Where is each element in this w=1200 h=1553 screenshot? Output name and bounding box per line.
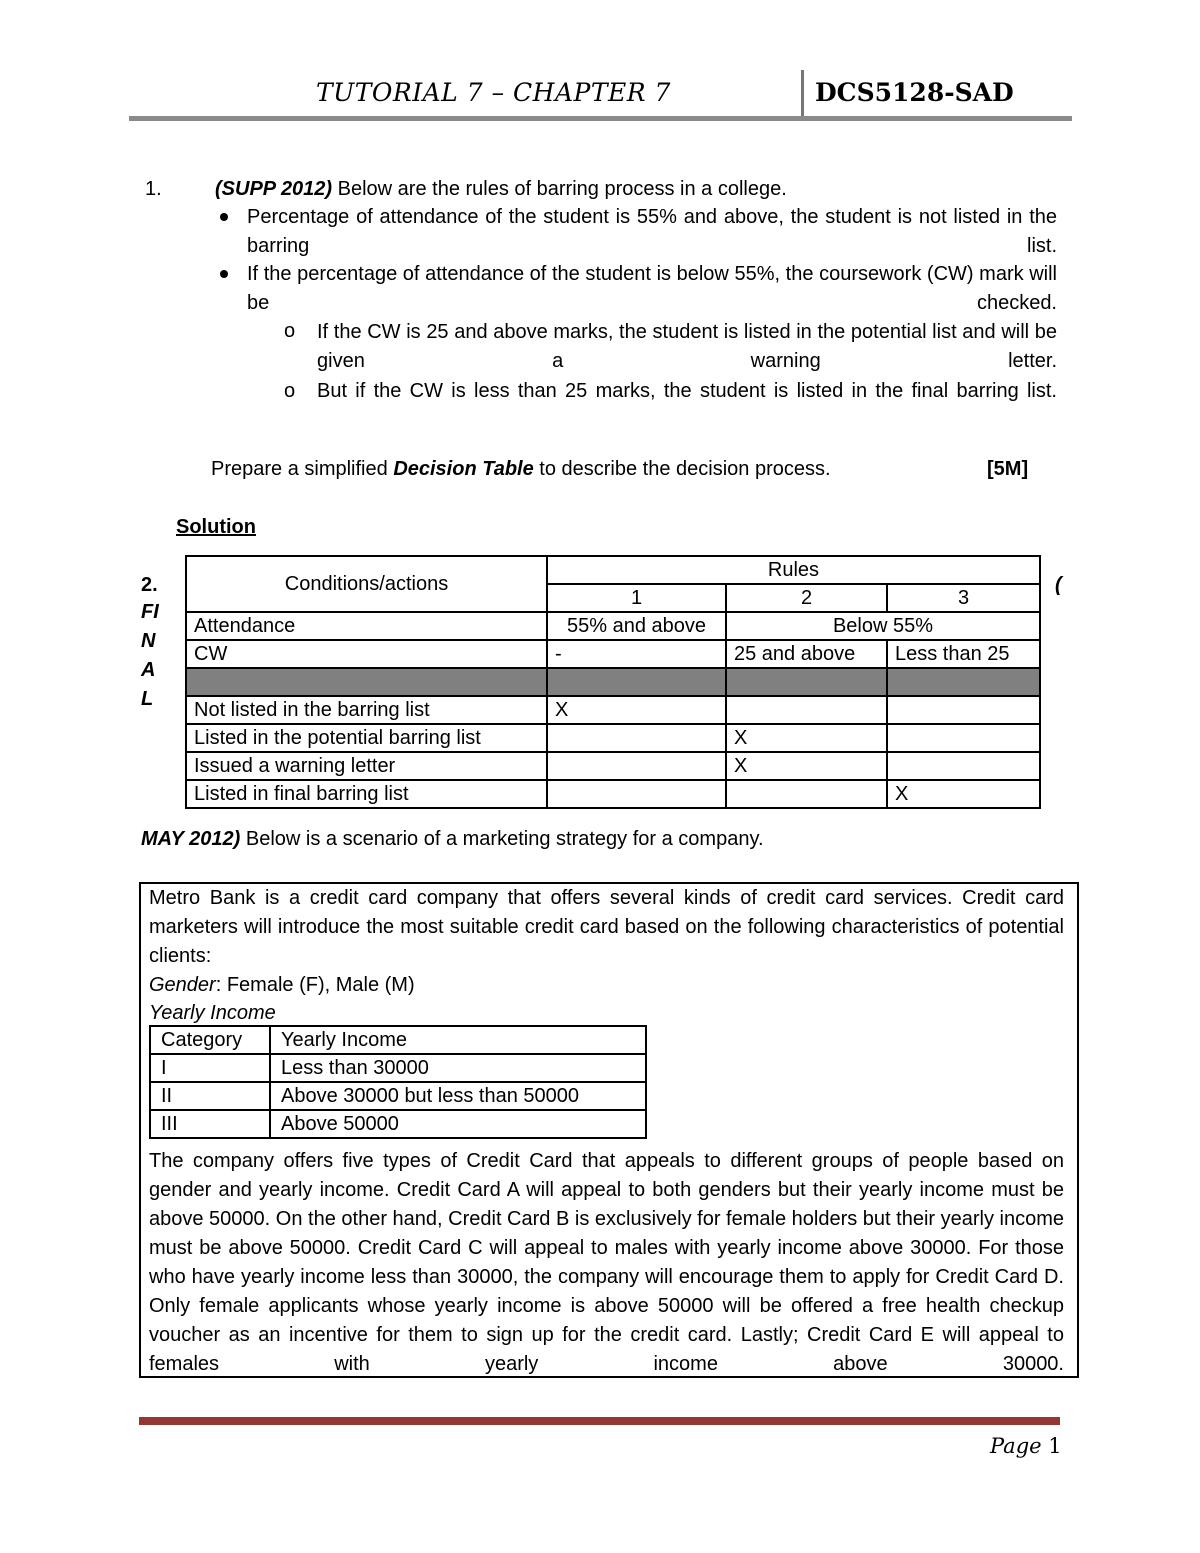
table-cell: II xyxy=(150,1082,270,1110)
final-letter: FI xyxy=(141,601,159,623)
table-row xyxy=(186,780,1040,808)
page-number xyxy=(990,1434,1062,1458)
table-cell xyxy=(547,724,726,752)
condition-label: Attendance xyxy=(186,612,547,640)
table-cell xyxy=(547,780,726,808)
table-cell: Above 30000 but less than 50000 xyxy=(270,1082,646,1110)
final-letters xyxy=(141,598,159,714)
table-cell: - xyxy=(547,640,726,668)
solution-heading: Solution xyxy=(176,516,256,538)
table-cell xyxy=(887,752,1040,780)
column-header: Yearly Income xyxy=(270,1026,646,1054)
table-cell: Above 50000 xyxy=(270,1110,646,1138)
rule-sub-bullet-2: But if the CW is less than 25 marks, the student is listed in the final barring list. xyxy=(317,380,1057,402)
task-prefix: Prepare a simplified xyxy=(211,458,394,480)
footer-rule xyxy=(139,1417,1060,1425)
table-row xyxy=(186,640,1040,668)
question-1-source: (SUPP 2012) xyxy=(215,178,333,200)
table-cell: Less than 30000 xyxy=(270,1054,646,1082)
sub-bullet-marker: o xyxy=(284,320,296,342)
table-cell: X xyxy=(887,780,1040,808)
income-table xyxy=(149,1025,647,1139)
header-divider xyxy=(801,70,804,116)
question-2-intro-text: Below is a scenario of a marketing strategy for a company. xyxy=(240,828,764,850)
action-label: Issued a warning letter xyxy=(186,752,547,780)
rule-number: 1 xyxy=(547,584,726,612)
table-row xyxy=(186,556,1040,584)
shaded-cell xyxy=(887,668,1040,696)
table-cell xyxy=(726,780,887,808)
rule-bullet-2: If the percentage of attendance of the student is below 55%, the coursework (CW) mark will be checked. xyxy=(247,263,1057,314)
question-1-intro xyxy=(215,175,787,204)
table-cell: Less than 25 xyxy=(887,640,1040,668)
marks-label: [5M] xyxy=(987,458,1029,480)
open-paren: ( xyxy=(1055,574,1062,596)
table-cell xyxy=(547,752,726,780)
gender-line xyxy=(149,971,1064,1000)
bullet-icon xyxy=(220,213,228,221)
shaded-cell xyxy=(186,668,547,696)
question-1-number: 1. xyxy=(145,178,162,200)
action-label: Listed in the potential barring list xyxy=(186,724,547,752)
scenario-details: The company offers five types of Credit Card that appeals to different groups of people based on gender and yearly income. Credit Card A will appeal to both genders but their yearly income must be above 50000. On the other hand, Credit Card B is exclusively for female holders but their yearly income must be above 50000. Credit Card C will appeal to males with yearly income above 30000. For those who have yearly income less than 30000, the company will encourage them to apply for Credit Card D. Only female applicants whose yearly income is above 50000 will be offered a free health checkup voucher as an incentive for them to sign up for the credit card. Lastly; Credit Card E will appeal to females with yearly income above 30000. xyxy=(149,1150,1064,1375)
sub-bullet-marker: o xyxy=(284,380,296,402)
page-word: Page xyxy=(990,1434,1042,1458)
rule-number: 2 xyxy=(726,584,887,612)
column-header: Category xyxy=(150,1026,270,1054)
gender-value: : Female (F), Male (M) xyxy=(215,974,415,996)
table-cell: X xyxy=(726,724,887,752)
header-rule xyxy=(129,116,1072,121)
action-label: Not listed in the barring list xyxy=(186,696,547,724)
scenario-intro: Metro Bank is a credit card company that offers several kinds of credit card services. Credit card marketers will introduce the most suitable credit card based on the following characteristics of potential clients: xyxy=(149,887,1064,967)
table-cell xyxy=(726,696,887,724)
task-emphasis: Decision Table xyxy=(393,458,534,480)
table-row xyxy=(186,724,1040,752)
rule-bullet-1: Percentage of attendance of the student is 55% and above, the student is not listed in the barring list. xyxy=(247,206,1057,257)
decision-table xyxy=(185,555,1041,809)
conditions-header: Conditions/actions xyxy=(186,556,547,612)
table-cell: III xyxy=(150,1110,270,1138)
shaded-cell xyxy=(547,668,726,696)
income-label: Yearly Income xyxy=(149,1002,276,1024)
final-letter: L xyxy=(141,688,154,710)
table-cell xyxy=(887,724,1040,752)
bullet-icon xyxy=(220,270,228,278)
table-row xyxy=(150,1054,646,1082)
table-cell: X xyxy=(726,752,887,780)
question-2-number: 2. xyxy=(141,574,158,596)
table-row xyxy=(186,752,1040,780)
page-number-value: 1 xyxy=(1048,1434,1062,1458)
course-code: DCS5128-SAD xyxy=(815,78,1014,107)
question-2-intro xyxy=(141,825,764,854)
separator-row xyxy=(186,668,1040,696)
rule-sub-bullet-1: If the CW is 25 and above marks, the student is listed in the potential list and will be given a warning letter. xyxy=(317,321,1057,372)
final-letter: A xyxy=(141,659,156,681)
table-row xyxy=(150,1026,646,1054)
final-letter: N xyxy=(141,630,156,652)
table-cell: Below 55% xyxy=(726,612,1040,640)
gender-label: Gender xyxy=(149,974,216,996)
rule-number: 3 xyxy=(887,584,1040,612)
table-cell: I xyxy=(150,1054,270,1082)
table-cell: X xyxy=(547,696,726,724)
table-cell: 25 and above xyxy=(726,640,887,668)
task-instruction xyxy=(211,455,831,484)
table-row xyxy=(150,1082,646,1110)
rules-header: Rules xyxy=(547,556,1040,584)
task-suffix: to describe the decision process. xyxy=(533,458,831,480)
table-row xyxy=(150,1110,646,1138)
condition-label: CW xyxy=(186,640,547,668)
question-1-intro-text: Below are the rules of barring process in a college. xyxy=(332,178,787,200)
table-row xyxy=(186,696,1040,724)
question-2-source: MAY 2012) xyxy=(141,828,241,850)
table-cell: 55% and above xyxy=(547,612,726,640)
table-cell xyxy=(887,696,1040,724)
document-title: TUTORIAL 7 – CHAPTER 7 xyxy=(316,78,671,107)
shaded-cell xyxy=(726,668,887,696)
table-row xyxy=(186,612,1040,640)
action-label: Listed in final barring list xyxy=(186,780,547,808)
